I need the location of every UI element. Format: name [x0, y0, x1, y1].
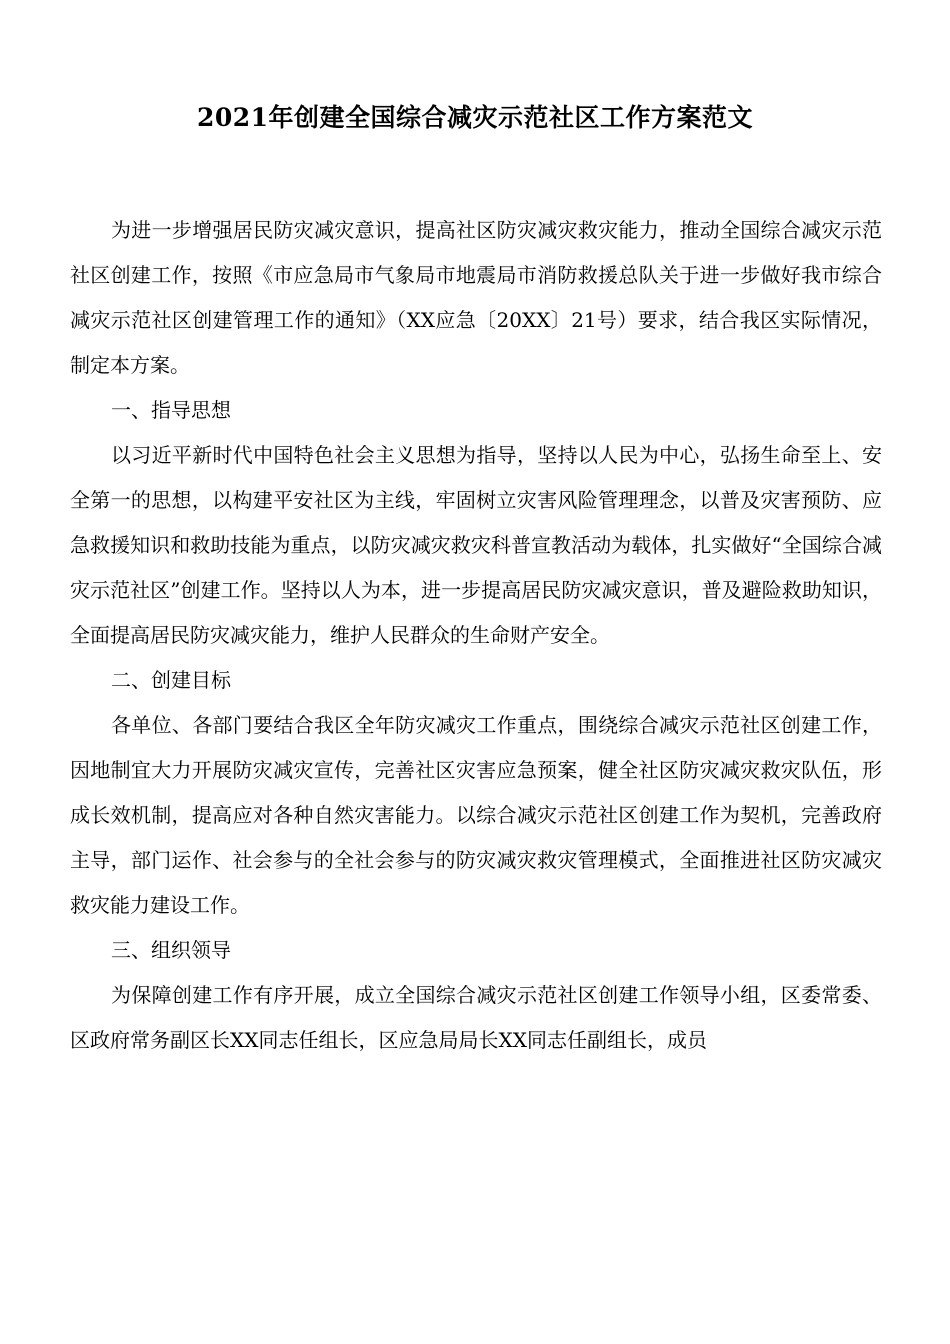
- document-body: [70, 208, 882, 1063]
- guiding-thought-paragraph: 以习近平新时代中国特色社会主义思想为指导，坚持以人民为中心，弘扬生命至上、安全第一的思想，以构建平安社区为主线，牢固树立灾害风险管理理念，以普及灾害预防、应急救援知识和救助技能为重点，以防灾减灾救灾科普宣教活动为载体，扎实做好“全国综合减灾示范社区”创建工作。坚持以人为本，进一步提高居民防灾减灾意识，普及避险救助知识，全面提高居民防灾减灾能力，维护人民群众的生命财产安全。: [70, 443, 882, 647]
- section-heading-leadership: 三、组织领导: [111, 938, 231, 962]
- section-heading-goals: 二、创建目标: [111, 668, 231, 692]
- intro-paragraph: 为进一步增强居民防灾减灾意识，提高社区防灾减灾救灾能力，推动全国综合减灾示范社区创建工作，按照《市应急局市气象局市地震局市消防救援总队关于进一步做好我市综合减灾示范社区创建管理工作的通知》（XX应急〔20XX〕21号）要求，结合我区实际情况，制定本方案。: [70, 218, 882, 377]
- section-heading-guiding-thought: 一、指导思想: [111, 398, 231, 422]
- leadership-paragraph: 为保障创建工作有序开展，成立全国综合减灾示范社区创建工作领导小组，区委常委、区政府常务副区长XX同志任组长，区应急局局长XX同志任副组长，成员: [70, 983, 882, 1052]
- goals-paragraph: 各单位、各部门要结合我区全年防灾减灾工作重点，围绕综合减灾示范社区创建工作，因地制宜大力开展防灾减灾宣传，完善社区灾害应急预案，健全社区防灾减灾救灾队伍，形成长效机制，提高应对各种自然灾害能力。以综合减灾示范社区创建工作为契机，完善政府主导，部门运作、社会参与的全社会参与的防灾减灾救灾管理模式，全面推进社区防灾减灾救灾能力建设工作。: [70, 713, 882, 917]
- document-title: 2021年创建全国综合减灾示范社区工作方案范文: [196, 103, 754, 132]
